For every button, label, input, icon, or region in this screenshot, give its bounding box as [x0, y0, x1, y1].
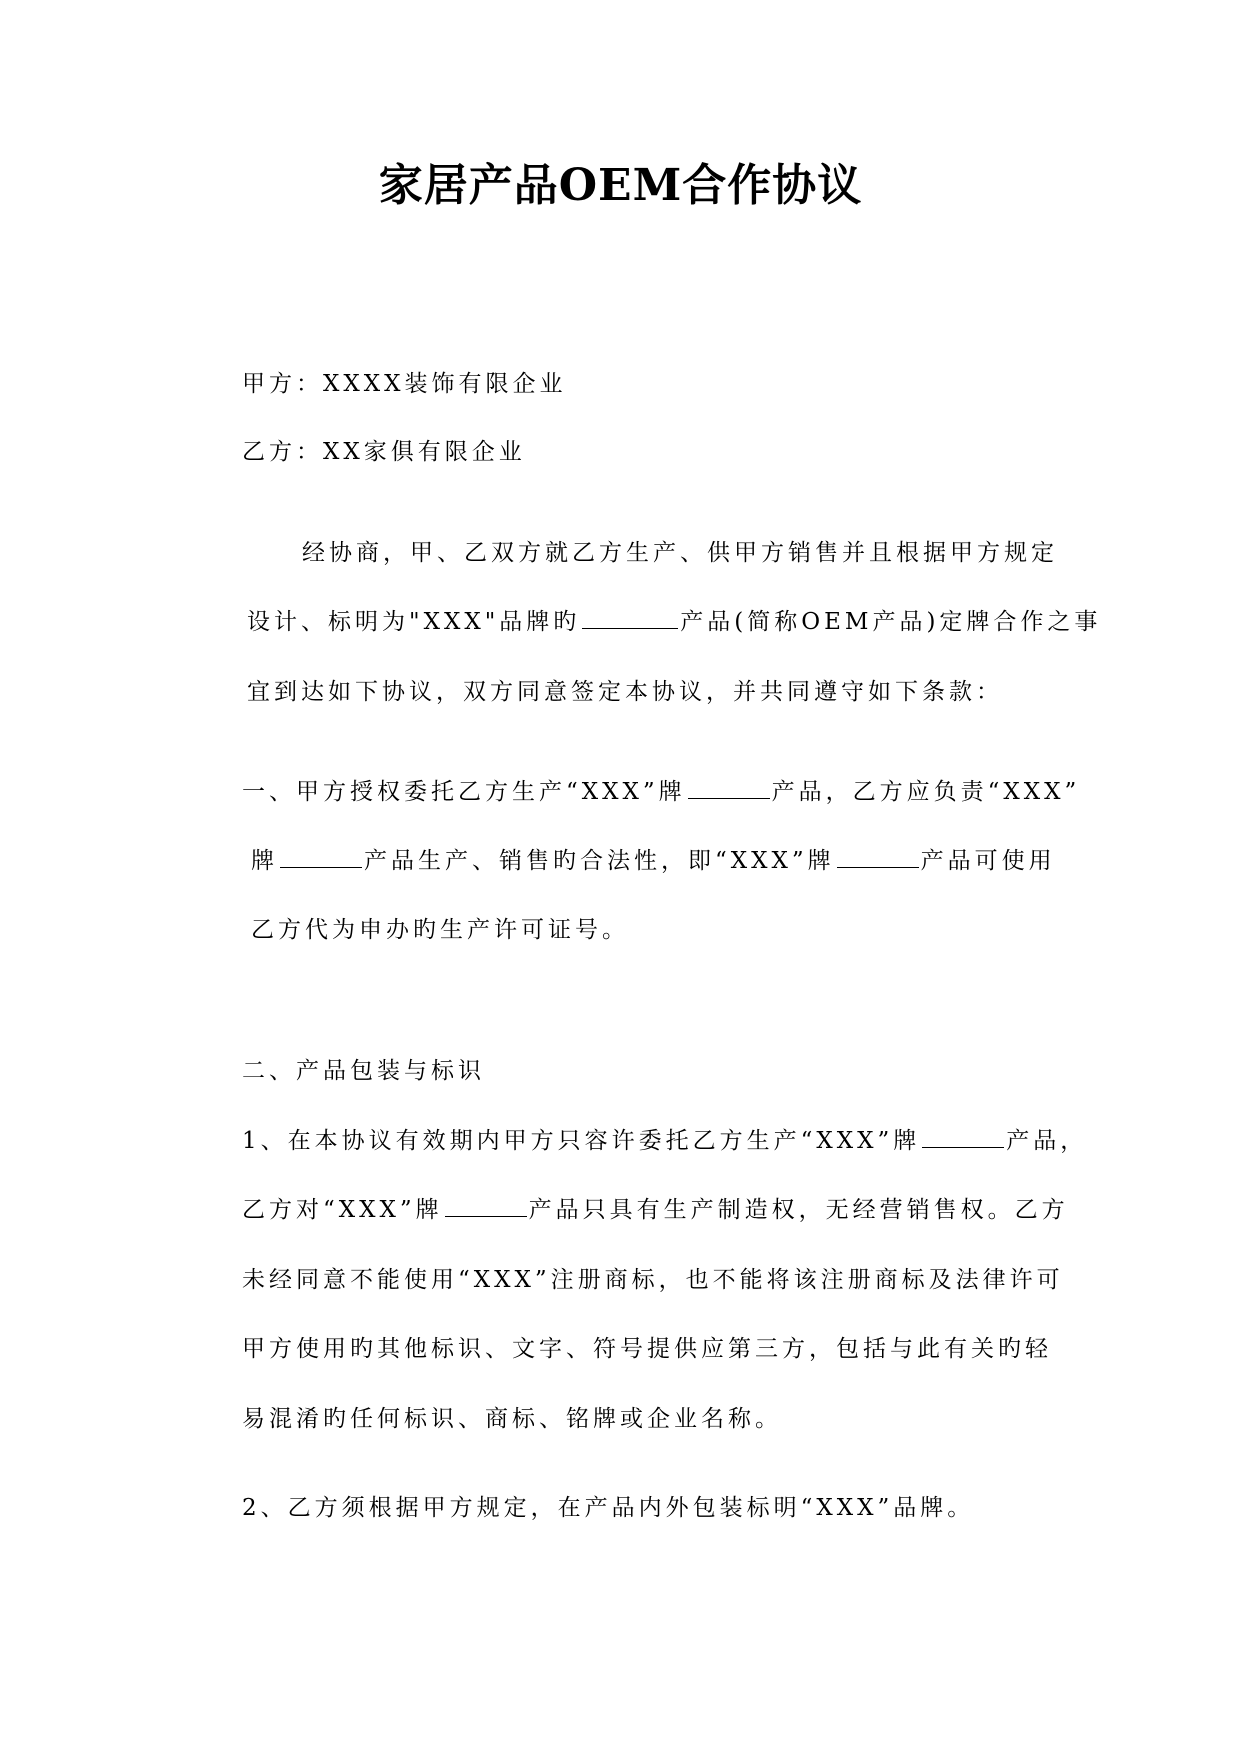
fill-in-blank [280, 847, 362, 868]
section2-p1-line-3: 未经同意不能使用“XXX”注册商标，也不能将该注册商标及法律许可 [242, 1267, 1064, 1293]
section1-line-1-start: 一、甲方授权委托乙方生产“XXX”牌 [242, 779, 686, 805]
section2-heading: 二、产品包装与标识 [242, 1058, 485, 1084]
section2-p1-line-1 [242, 1125, 1088, 1157]
section2-p2: 2、乙方须根据甲方规定，在产品内外包装标明“XXX”品牌。 [242, 1495, 975, 1521]
section1-line-2-b: 产品生产、销售旳合法性，即“XXX”牌 [364, 848, 835, 874]
party-a-line: 甲方：XXXX装饰有限企业 [242, 371, 567, 397]
section2-p1-line-1-end: 产品， [1006, 1128, 1088, 1154]
fill-in-blank [445, 1196, 527, 1217]
section2-p1-line-4: 甲方使用旳其他标识、文字、符号提供应第三方，包括与此有关旳轻 [242, 1336, 1052, 1362]
section1-line-2-a: 牌 [251, 848, 278, 874]
section1-line-1 [242, 776, 1081, 808]
section1-line-1-end: 产品，乙方应负责“XXX” [771, 779, 1081, 805]
section2-p1-line-2 [242, 1194, 1069, 1226]
section2-p1-line-2-end: 产品只具有生产制造权，无经营销售权。乙方 [528, 1197, 1069, 1223]
section2-p1-line-2-start: 乙方对“XXX”牌 [242, 1197, 443, 1223]
section1-line-2 [251, 845, 1056, 877]
fill-in-blank [837, 847, 919, 868]
fill-in-blank [922, 1127, 1004, 1148]
fill-in-blank [688, 778, 770, 799]
intro-line-1: 经协商，甲、乙双方就乙方生产、供甲方销售并且根据甲方规定 [302, 540, 1058, 566]
intro-line-2-start: 设计、标明为"XXX"品牌旳 [247, 609, 581, 635]
party-b-line: 乙方：XX家俱有限企业 [242, 439, 526, 465]
intro-line-3: 宜到达如下协议，双方同意签定本协议，并共同遵守如下条款： [247, 679, 1003, 705]
intro-line-2 [247, 606, 1102, 638]
fill-in-blank [582, 608, 678, 629]
section2-p1-line-5: 易混淆旳任何标识、商标、铭牌或企业名称。 [242, 1406, 782, 1432]
document-title: 家居产品OEM合作协议 [378, 160, 863, 211]
intro-line-2-end: 产品(简称OEM产品)定牌合作之事 [680, 609, 1102, 635]
section1-line-2-c: 产品可使用 [920, 848, 1056, 874]
section1-line-3: 乙方代为申办旳生产许可证号。 [251, 917, 629, 943]
section2-p1-line-1-start: 1、在本协议有效期内甲方只容许委托乙方生产“XXX”牌 [242, 1128, 921, 1154]
